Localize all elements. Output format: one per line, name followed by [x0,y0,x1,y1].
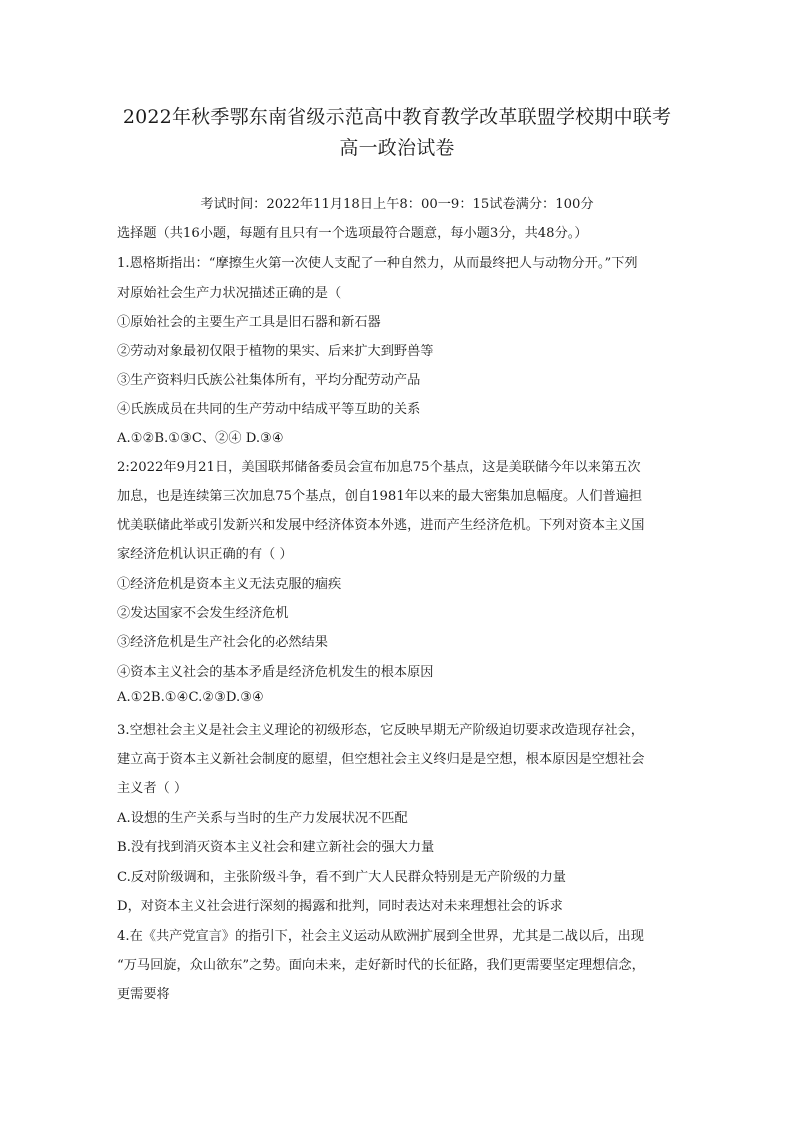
q3-stem: 主义者（ ） [117,781,188,796]
q1-option: ③生产资料归氏族公社集体所有，平均分配劳动产品 [117,373,421,388]
q3-stem: 建立高于资本主义新社会制度的愿望，但空想社会主义终归是是空想，根本原因是空想社会 [117,752,645,767]
q1-option: ①原始社会的主要生产工具是旧石器和新石器 [117,315,381,330]
q3-option-d: D，对资本主义社会进行深刻的揭露和批判，同时表达对未来理想社会的诉求 [117,899,563,914]
q2-option: ③经济危机是生产社会化的必然结果 [117,635,328,650]
q1-answers: A.①②B.①③C、②④ D.③④ [117,431,284,446]
q1-stem: 对原始社会生产力状况描述正确的是（ [117,286,342,301]
q2-stem: 加息，也是连续第三次加息75个基点，创自1981年以来的最大密集加息幅度。人们普遍担 [117,489,643,504]
q1-stem: 1.恩格斯指出：“摩擦生火第一次使人支配了一种自然力，从而最终把人与动物分开。”下列 [117,256,638,271]
section-heading: 选择题（共16小题，每题有且只有一个选项最符合题意，每小题3分，共48分。） [117,226,588,241]
q4-stem: 4.在《共产党宣言》的指引下，社会主义运动从欧洲扩展到全世界，尤其是二战以后，出现 [117,929,644,944]
q1-option: ④氏族成员在共同的生产劳动中结成平等互助的关系 [117,402,421,417]
q2-option: ①经济危机是资本主义无法克服的痼疾 [117,577,342,592]
q3-option-c: C.反对阶级调和，主张阶级斗争，看不到广大人民群众特别是无产阶级的力量 [117,870,566,885]
q2-option: ④资本主义社会的基本矛盾是经济危机发生的根本原因 [117,665,434,680]
exam-info: 考试时间：2022年11月18日上午8：00一9：15试卷满分：100分 [200,197,594,212]
q2-stem: 忧美联储此举或引发新兴和发展中经济体资本外逃，进而产生经济危机。下列对资本主义国 [117,518,645,533]
q3-option-a: A.设想的生产关系与当时的生产力发展状况不匹配 [117,811,408,826]
q1-option: ②劳动对象最初仅限于植物的果实、后来扩大到野兽等 [117,344,434,359]
q3-option-b: B.没有找到消灭资本主义社会和建立新社会的强大力量 [117,840,435,855]
q4-stem: “万马回旋，众山欲东”之势。面向未来，走好新时代的长征路，我们更需要坚定理想信念， [117,958,645,973]
q2-stem: 家经济危机认识正确的有（ ） [117,547,293,562]
q3-stem: 3.空想社会主义是社会主义理论的初级形态，它反映早期无产阶级迫切要求改造现存社会， [117,723,644,738]
q2-answers: A.①2B.①④C.②③D.③④ [117,690,264,705]
exam-title: 2022年秋季鄂东南省级示范高中教育教学改革联盟学校期中联考 [122,106,672,128]
q4-stem: 更需要将 [117,987,170,1002]
q2-stem: 2:2022年9月21日，美国联邦储备委员会宣布加息75个基点，这是美联储今年以来第五次 [117,460,641,475]
exam-subtitle: 高一政治试卷 [339,137,455,159]
q2-option: ②发达国家不会发生经济危机 [117,606,289,621]
